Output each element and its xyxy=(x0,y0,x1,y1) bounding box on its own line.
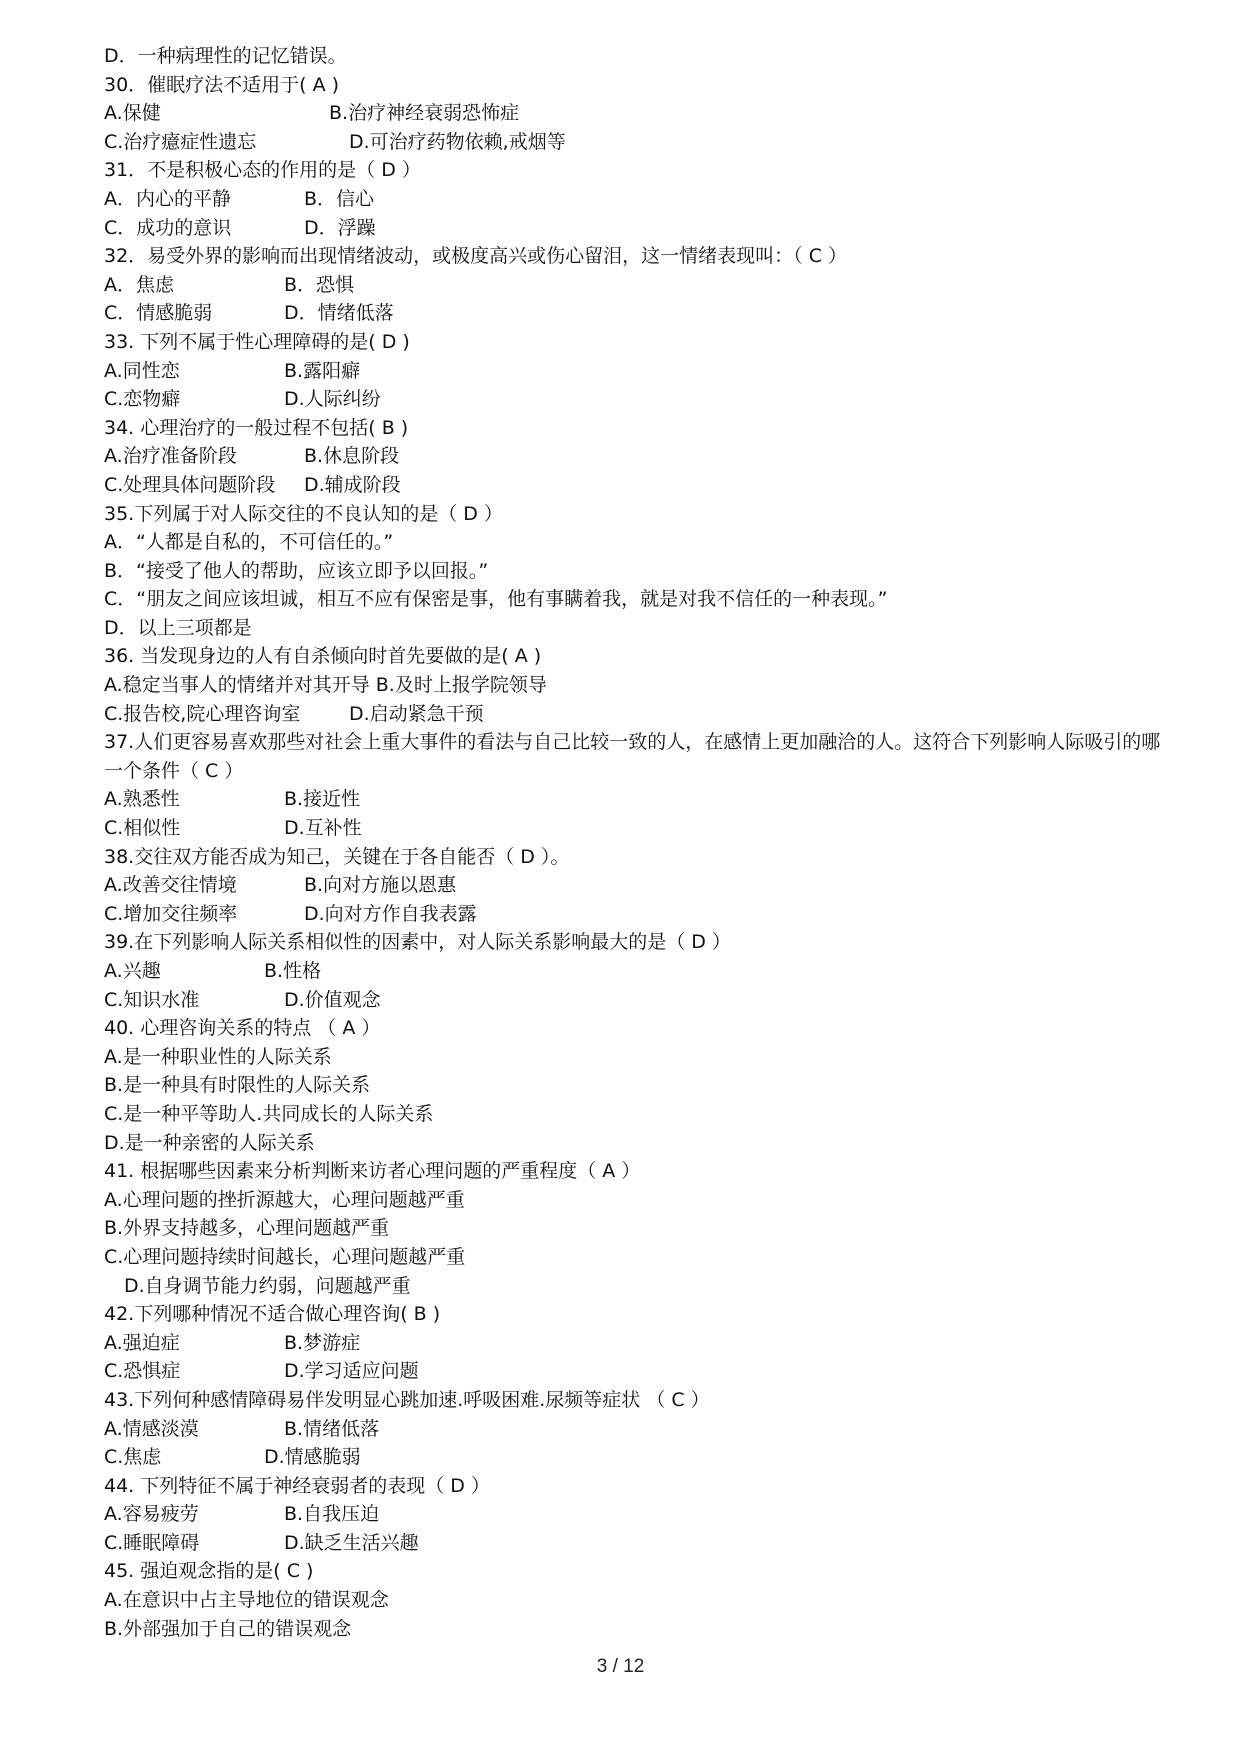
text-line: D.自身调节能力约弱，问题越严重 xyxy=(124,1274,411,1297)
option-row xyxy=(104,99,1164,128)
option-b: B.梦游症 xyxy=(284,1331,361,1354)
question-text: 45. 强迫观念指的是( C ) xyxy=(104,1560,314,1583)
option-row xyxy=(104,1500,1164,1529)
option-a: C.焦虑 xyxy=(104,1446,162,1469)
question-text: 44. 下列特征不属于神经衰弱者的表现（ D ） xyxy=(104,1474,490,1497)
option-a: A.熟悉性 xyxy=(104,788,180,811)
option-b: D．浮躁 xyxy=(304,216,376,239)
option-a: C.恐惧症 xyxy=(104,1360,181,1383)
option-a: C.相似性 xyxy=(104,817,181,840)
option-a: C.增加交往频率 xyxy=(104,902,238,925)
option-b: D.互补性 xyxy=(284,817,362,840)
option-b: D.情感脆弱 xyxy=(264,1446,361,1469)
option-b: D.启动紧急干预 xyxy=(349,702,484,725)
text-line: C．“朋友之间应该坦诚，相互不应有保密是事，他有事瞒着我，就是对我不信任的一种表现。” xyxy=(104,588,888,611)
option-a: A．焦虑 xyxy=(104,273,174,296)
option-b: B.休息阶段 xyxy=(304,445,400,468)
text-line: D.是一种亲密的人际关系 xyxy=(104,1131,315,1154)
option-row xyxy=(104,814,1164,843)
question-text: 43.下列何种感情障碍易伴发明显心跳加速.呼吸困难.尿频等症状 （ C ） xyxy=(104,1388,710,1411)
text-line: B.外界支持越多，心理问题越严重 xyxy=(104,1217,390,1240)
option-row xyxy=(104,871,1164,900)
option-row xyxy=(104,185,1164,214)
option-row xyxy=(104,214,1164,243)
option-a: A.强迫症 xyxy=(104,1331,180,1354)
option-a: A.改善交往情境 xyxy=(104,874,237,897)
question-text: 35.下列属于对人际交往的不良认知的是（ D ） xyxy=(104,502,503,525)
option-row xyxy=(104,1415,1164,1444)
option-row xyxy=(104,442,1164,471)
option-row xyxy=(104,1329,1164,1358)
text-line: A．“人都是自私的，不可信任的。” xyxy=(104,531,394,554)
option-b: D.可治疗药物依赖,戒烟等 xyxy=(349,130,566,153)
text-line: B.外部强加于自己的错误观念 xyxy=(104,1617,352,1640)
option-b: B．恐惧 xyxy=(284,273,355,296)
option-a: C.治疗癔症性遗忘 xyxy=(104,130,257,153)
option-a: C.睡眠障碍 xyxy=(104,1531,200,1554)
text-line: A.在意识中占主导地位的错误观念 xyxy=(104,1589,389,1612)
question-text: 33. 下列不属于性心理障碍的是( D ) xyxy=(104,330,410,353)
question-text: 39.在下列影响人际关系相似性的因素中，对人际关系影响最大的是（ D ） xyxy=(104,931,731,954)
option-a: C．成功的意识 xyxy=(104,216,232,239)
option-row xyxy=(104,1443,1164,1472)
option-row xyxy=(104,385,1164,414)
option-a: C.处理具体问题阶段 xyxy=(104,473,276,496)
question-text: 32．易受外界的影响而出现情绪波动，或极度高兴或伤心留泪，这一情绪表现叫：（ C ） xyxy=(104,245,848,268)
page-number: 3 / 12 xyxy=(596,1656,645,1677)
option-b: D.向对方作自我表露 xyxy=(304,902,477,925)
option-b: D．情绪低落 xyxy=(284,302,394,325)
option-b: D.辅成阶段 xyxy=(304,473,401,496)
option-row xyxy=(104,299,1164,328)
option-row xyxy=(104,986,1164,1015)
question-text: 34. 心理治疗的一般过程不包括( B ) xyxy=(104,416,409,439)
option-b: D.学习适应问题 xyxy=(284,1360,419,1383)
option-row xyxy=(104,1529,1164,1558)
option-b: B.露阳癖 xyxy=(284,359,361,382)
question-text: 31．不是积极心态的作用的是（ D ） xyxy=(104,159,421,182)
text-line: D．以上三项都是 xyxy=(104,616,252,639)
option-b: D.价值观念 xyxy=(284,988,381,1011)
question-text: 38.交往双方能否成为知己，关键在于各自能否（ D ）。 xyxy=(104,845,570,868)
text-line: A.稳定当事人的情绪并对其开导 B.及时上报学院领导 xyxy=(104,674,547,697)
option-row xyxy=(104,128,1164,157)
option-b: B.性格 xyxy=(264,960,322,982)
option-row xyxy=(104,471,1164,500)
option-b: B.向对方施以恩惠 xyxy=(304,874,457,897)
option-row xyxy=(104,1357,1164,1386)
option-b: D.缺乏生活兴趣 xyxy=(284,1531,419,1554)
option-b: B.情绪低落 xyxy=(284,1417,380,1440)
option-a: A.兴趣 xyxy=(104,960,161,982)
option-a: C.报告校,院心理咨询室 xyxy=(104,702,301,725)
option-a: A.保健 xyxy=(104,102,161,125)
option-b: B.接近性 xyxy=(284,788,361,811)
question-text: 37.人们更容易喜欢那些对社会上重大事件的看法与自己比较一致的人，在感情上更加融洽的人。这符合下列影响人际吸引的哪一个条件（ C ） xyxy=(104,731,1161,782)
question-text: 42.下列哪种情况不适合做心理咨询( B ) xyxy=(104,1303,441,1326)
option-row xyxy=(104,957,1164,986)
text-line: B.是一种具有时限性的人际关系 xyxy=(104,1074,371,1097)
question-list xyxy=(104,42,1164,1643)
option-a: C.知识水准 xyxy=(104,988,200,1011)
text-line: C.是一种平等助人.共同成长的人际关系 xyxy=(104,1102,434,1125)
text-line: C.心理问题持续时间越长，心理问题越严重 xyxy=(104,1245,466,1268)
option-row xyxy=(104,271,1164,300)
question-text: 41. 根据哪些因素来分析判断来访者心理问题的严重程度（ A ） xyxy=(104,1160,641,1183)
text-line: D．一种病理性的记忆错误。 xyxy=(104,45,347,67)
option-a: A.治疗准备阶段 xyxy=(104,445,237,468)
option-row xyxy=(104,357,1164,386)
option-a: A．内心的平静 xyxy=(104,187,231,210)
question-text: 30．催眠疗法不适用于( A ) xyxy=(104,73,340,96)
question-text: 36. 当发现身边的人有自杀倾向时首先要做的是( A ) xyxy=(104,645,542,668)
option-b: B.自我压迫 xyxy=(284,1503,380,1526)
option-row xyxy=(104,900,1164,929)
question-text: 40. 心理咨询关系的特点 （ A ） xyxy=(104,1017,381,1040)
option-a: C.恋物癖 xyxy=(104,388,181,411)
option-a: A.同性恋 xyxy=(104,359,180,382)
option-a: A.容易疲劳 xyxy=(104,1503,199,1526)
option-row xyxy=(104,785,1164,814)
option-row xyxy=(104,700,1164,729)
text-line: A.心理问题的挫折源越大，心理问题越严重 xyxy=(104,1188,465,1211)
text-line: A.是一种职业性的人际关系 xyxy=(104,1045,332,1068)
option-b: B.治疗神经衰弱恐怖症 xyxy=(329,102,520,125)
text-line: B．“接受了他人的帮助，应该立即予以回报。” xyxy=(104,559,489,582)
option-b: D.人际纠纷 xyxy=(284,388,381,411)
option-a: C．情感脆弱 xyxy=(104,302,213,325)
option-b: B．信心 xyxy=(304,187,375,210)
option-a: A.情感淡漠 xyxy=(104,1417,199,1440)
